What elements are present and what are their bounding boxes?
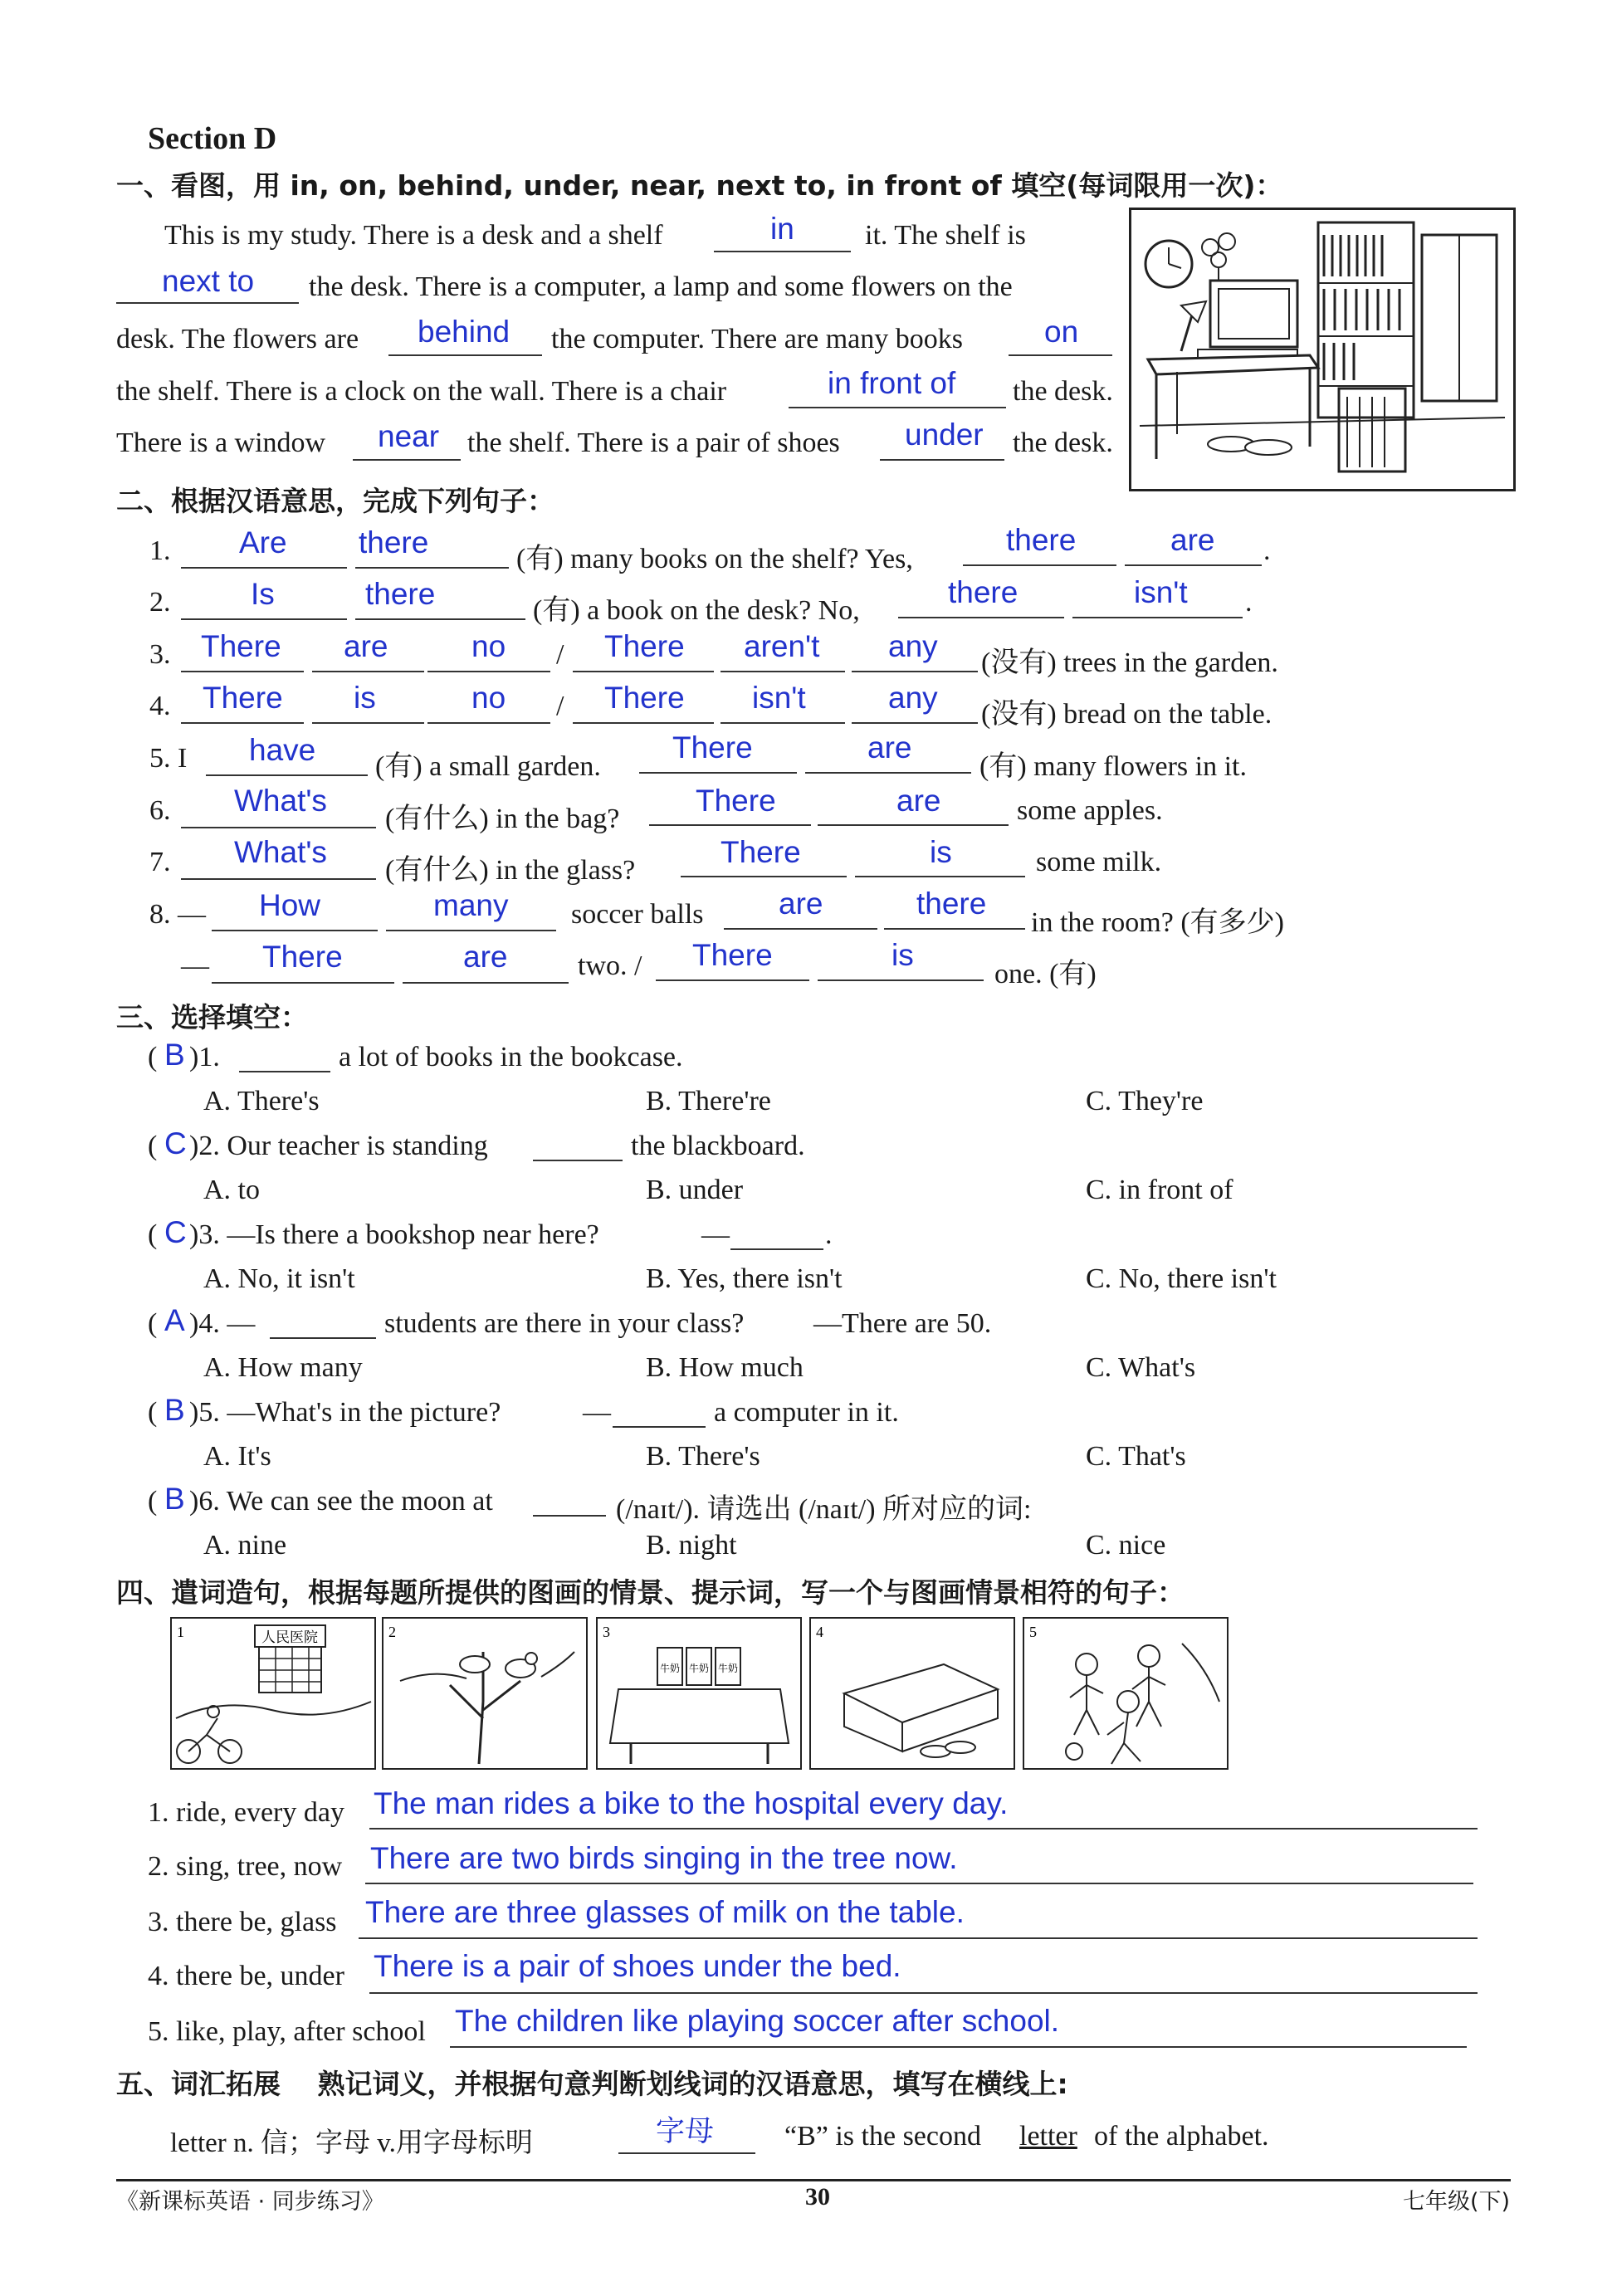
part5-sentence-b: of the alphabet. (1094, 2121, 1269, 2152)
q2-8-dash: — (181, 950, 209, 981)
q2-2-blank4[interactable] (1072, 617, 1243, 618)
q2-8-blank7[interactable] (656, 979, 809, 981)
mc6-opt-c[interactable]: C. nice (1086, 1530, 1166, 1561)
q2-8-blank6[interactable] (403, 982, 569, 984)
q2-6-text1: (有什么) in the bag? (385, 804, 620, 834)
mc4-tail: —There are 50. (813, 1308, 992, 1339)
mc6-paren: ( (148, 1486, 158, 1517)
q2-7-num: 7. (149, 847, 171, 877)
p4-answer-5: The children like playing soccer after school. (455, 2004, 1060, 2038)
part5-blank[interactable] (618, 2152, 755, 2154)
mc2-opt-c[interactable]: C. in front of (1086, 1175, 1233, 1205)
part5-heading: 五、词汇拓展 熟记词义，并根据句意判断划线词的汉语意思，填写在横线上: (116, 2068, 1068, 2100)
mc2-opt-b[interactable]: B. under (646, 1175, 744, 1205)
mc5-tail: a computer in it. (714, 1397, 899, 1428)
picture-1 (170, 1617, 376, 1770)
q2-4-blank2[interactable] (312, 722, 424, 724)
mc2-paren: ( (148, 1131, 158, 1161)
q2-3-blank3[interactable] (427, 671, 550, 672)
blank-5[interactable] (789, 407, 1006, 408)
picture-5-num: 5 (1029, 1624, 1037, 1640)
q2-5-num: 5. I (149, 743, 188, 774)
mc1-opt-a[interactable]: A. There's (203, 1086, 320, 1116)
q2-4-a3: no (471, 681, 506, 715)
q2-7-a3: is (930, 835, 952, 869)
mc1-answer: B (164, 1038, 185, 1072)
bed-shoes-icon (811, 1619, 1014, 1768)
mc1-blank[interactable] (239, 1071, 330, 1072)
q2-1-a1: Are (239, 525, 287, 559)
blank-7[interactable] (880, 459, 1004, 461)
mc4-opt-b[interactable]: B. How much (646, 1352, 804, 1383)
mc6-blank[interactable] (533, 1515, 606, 1517)
q2-4-blank1[interactable] (181, 722, 304, 724)
part1-line1a: This is my study. There is a desk and a shelf (164, 220, 663, 251)
mc1-stem: a lot of books in the bookcase. (339, 1042, 683, 1072)
p4-answer-1: The man rides a bike to the hospital every day. (374, 1786, 1009, 1820)
q2-8-blank1[interactable] (212, 930, 378, 931)
part1-line1b: it. The shelf is (865, 220, 1026, 251)
picture-4 (809, 1617, 1015, 1770)
q2-4-a1: There (203, 681, 283, 715)
mc4-answer: A (164, 1303, 185, 1337)
mc3-blank[interactable] (730, 1248, 823, 1250)
mc5-blank[interactable] (613, 1426, 706, 1428)
birds-tree-icon (383, 1619, 586, 1768)
p4-prompt-1: 1. ride, every day (148, 1797, 344, 1828)
mc6-answer: B (164, 1482, 185, 1516)
q2-4-blank6[interactable] (852, 722, 978, 724)
q2-1-blank2[interactable] (355, 567, 509, 569)
part1-heading: 一、看图，用 in, on, behind, under, near, next to, in front of 填空(每词限用一次)： (116, 169, 1283, 202)
blank-6[interactable] (353, 459, 461, 461)
q2-2-a3: there (948, 575, 1018, 609)
q2-5-text2: (有) many flowers in it. (979, 751, 1247, 782)
mc2-blank[interactable] (533, 1160, 623, 1161)
footer-book-title: 《新课标英语 · 同步练习》 (116, 2189, 384, 2215)
study-picture-icon (1131, 210, 1513, 489)
mc5-stem: — (583, 1397, 611, 1428)
q2-3-a2: are (344, 629, 388, 663)
q2-3-text1: (没有) trees in the garden. (981, 647, 1278, 678)
q2-8-blank8[interactable] (818, 979, 984, 981)
q2-4-slash: / (556, 691, 564, 721)
picture-2 (382, 1617, 588, 1770)
cup-label-1: 牛奶 (659, 1663, 681, 1674)
q2-8-a1: How (259, 888, 321, 922)
q2-4-a4: There (604, 681, 685, 715)
q2-2-blank3[interactable] (898, 617, 1064, 618)
p4-line-2[interactable] (365, 1883, 1473, 1884)
q2-7-blank3[interactable] (855, 876, 1025, 877)
q2-1-a2: there (359, 525, 429, 559)
p4-prompt-3: 3. there be, glass (148, 1907, 337, 1937)
mc4-opt-c[interactable]: C. What's (1086, 1352, 1196, 1383)
blank-2[interactable] (116, 302, 299, 304)
cup-label-2: 牛奶 (688, 1663, 710, 1674)
picture-5 (1023, 1617, 1229, 1770)
q2-6-a3: are (896, 784, 941, 818)
q2-6-blank3[interactable] (818, 824, 1009, 826)
q2-8-a5: There (262, 940, 343, 974)
q2-7-blank1[interactable] (181, 878, 376, 880)
mc5-q: )5. —What's in the picture? (189, 1397, 501, 1428)
p4-prompt-4: 4. there be, under (148, 1961, 344, 1991)
part1-line4b: the desk. (1013, 376, 1113, 407)
answer-in: in (770, 212, 794, 246)
mc3-opt-b[interactable]: B. Yes, there isn't (646, 1263, 843, 1294)
blank-1[interactable] (714, 251, 851, 252)
mc4-stem: students are there in your class? (384, 1308, 745, 1339)
part2-heading: 二、根据汉语意思，完成下列句子： (116, 485, 554, 517)
q2-6-text2: some apples. (1017, 795, 1163, 826)
q2-8-text4: one. (有) (994, 959, 1097, 989)
q2-8-text1: soccer balls (571, 899, 704, 930)
p4-answer-3: There are three glasses of milk on the table. (365, 1895, 965, 1929)
q2-3-blank6[interactable] (852, 671, 978, 672)
answer-near: near (378, 419, 440, 453)
q2-2-a4: isn't (1134, 575, 1188, 609)
cup-label-3: 牛奶 (717, 1663, 739, 1674)
q2-3-a6: any (888, 629, 938, 663)
q2-6-a1: What's (234, 784, 327, 818)
mc1-opt-b[interactable]: B. There're (646, 1086, 771, 1116)
mc3-tail: . (825, 1219, 833, 1250)
part1-line4a: the shelf. There is a clock on the wall. There is a chair (116, 376, 727, 407)
mc5-paren: ( (148, 1397, 158, 1428)
part5-sentence-a: “B” is the second (784, 2121, 981, 2152)
mc2-stem: the blackboard. (631, 1131, 805, 1161)
p4-answer-2: There are two birds singing in the tree now. (370, 1841, 958, 1875)
p4-line-5[interactable] (450, 2046, 1467, 2048)
part4-heading: 四、遣词造句，根据每题所提供的图画的情景、提示词，写一个与图画情景相符的句子： (116, 1576, 1185, 1609)
footer-page-number: 30 (805, 2183, 830, 2211)
kids-soccer-icon (1024, 1619, 1227, 1768)
q2-3-blank2[interactable] (312, 671, 424, 672)
p4-line-3[interactable] (359, 1937, 1478, 1939)
picture-4-num: 4 (816, 1624, 823, 1640)
q2-3-blank4[interactable] (573, 671, 714, 672)
q2-5-blank3[interactable] (805, 772, 971, 774)
q2-4-a5: isn't (752, 681, 806, 715)
q2-5-a2: There (672, 730, 753, 765)
q2-4-a2: is (354, 681, 376, 715)
mc3-opt-c[interactable]: C. No, there isn't (1086, 1263, 1277, 1294)
q2-7-a2: There (721, 835, 801, 869)
mc4-opt-a[interactable]: A. How many (203, 1352, 363, 1383)
mc5-opt-b[interactable]: B. There's (646, 1441, 760, 1472)
p4-answer-4: There is a pair of shoes under the bed. (374, 1949, 901, 1983)
mc1-q: )1. (189, 1042, 220, 1072)
part5-answer: 字母 (656, 2115, 715, 2148)
q2-5-a1: have (249, 733, 316, 767)
q2-8-a2: many (433, 888, 509, 922)
mc3-answer: C (164, 1215, 187, 1249)
q2-8-blank5[interactable] (212, 982, 394, 984)
picture-1-num: 1 (177, 1624, 184, 1640)
footer-rule (116, 2179, 1511, 2181)
q2-5-blank2[interactable] (639, 772, 797, 774)
p4-prompt-2: 2. sing, tree, now (148, 1851, 343, 1882)
q2-8-text2: in the room? (有多少) (1031, 907, 1284, 938)
q2-3-a1: There (201, 629, 281, 663)
study-illustration (1129, 208, 1516, 491)
p4-line-1[interactable] (369, 1828, 1478, 1829)
mc5-opt-c[interactable]: C. That's (1086, 1441, 1186, 1472)
q2-4-blank5[interactable] (721, 722, 845, 724)
part1-line5c: the desk. (1013, 427, 1113, 458)
q2-8-num: 8. — (149, 899, 206, 930)
q2-2-num: 2. (149, 587, 171, 618)
blank-4[interactable] (1009, 354, 1112, 356)
q2-1-blank4[interactable] (1125, 564, 1262, 566)
part1-line3a: desk. The flowers are (116, 324, 359, 354)
q2-3-blank5[interactable] (721, 671, 845, 672)
picture-3 (596, 1617, 802, 1770)
part3-heading: 三、选择填空： (116, 1001, 308, 1033)
q2-3-a3: no (471, 629, 506, 663)
q2-8-blank4[interactable] (884, 928, 1025, 930)
q2-2-text2: . (1245, 587, 1253, 618)
q2-6-num: 6. (149, 795, 171, 826)
answer-next-to: next to (162, 264, 255, 298)
q2-7-a1: What's (234, 835, 327, 869)
answer-in-front-of: in front of (828, 366, 956, 400)
mc2-opt-a[interactable]: A. to (203, 1175, 260, 1205)
mc6-opt-b[interactable]: B. night (646, 1530, 737, 1561)
q2-2-text1: (有) a book on the desk? No, (533, 595, 860, 626)
q2-4-num: 4. (149, 691, 171, 721)
q2-8-a6: are (463, 940, 508, 974)
part5-definition: letter n. 信；字母 v.用字母标明 (170, 2128, 533, 2158)
cyclist-hospital-icon (172, 1619, 374, 1768)
mc1-opt-c[interactable]: C. They're (1086, 1086, 1204, 1116)
answer-on: on (1044, 315, 1079, 349)
q2-5-text1: (有) a small garden. (375, 751, 601, 782)
mc3-q: )3. —Is there a bookshop near here? (189, 1219, 599, 1250)
milk-table-icon (598, 1619, 800, 1768)
mc2-answer: C (164, 1126, 187, 1160)
q2-1-text1: (有) many books on the shelf? Yes, (516, 544, 913, 574)
q2-1-num: 1. (149, 535, 171, 566)
mc4-q: )4. — (189, 1308, 256, 1339)
q2-1-blank1[interactable] (181, 567, 347, 569)
part1-line5a: There is a window (116, 427, 326, 458)
q2-2-a2: there (365, 577, 436, 611)
mc5-opt-a[interactable]: A. It's (203, 1441, 271, 1472)
picture-3-num: 3 (603, 1624, 610, 1640)
answer-under: under (905, 418, 984, 452)
q2-7-blank2[interactable] (681, 876, 847, 877)
part5-underlined-word: letter (1019, 2121, 1077, 2152)
q2-5-blank1[interactable] (206, 774, 368, 776)
q2-4-text1: (没有) bread on the table. (981, 699, 1273, 730)
q2-3-blank1[interactable] (181, 671, 304, 672)
q2-4-blank4[interactable] (573, 722, 714, 724)
q2-1-blank3[interactable] (963, 564, 1116, 566)
mc3-opt-a[interactable]: A. No, it isn't (203, 1263, 355, 1294)
p4-prompt-5: 5. like, play, after school (148, 2016, 426, 2047)
q2-8-text3: two. / (578, 950, 642, 981)
mc1-paren: ( (148, 1042, 158, 1072)
q2-1-a3: there (1006, 523, 1077, 557)
part1-line3b: the computer. There are many books (551, 324, 963, 354)
blank-3[interactable] (388, 354, 542, 356)
q2-2-blank2[interactable] (355, 618, 525, 620)
mc2-q: )2. Our teacher is standing (189, 1131, 488, 1161)
q2-1-text2: . (1263, 535, 1271, 566)
mc3-paren: ( (148, 1219, 158, 1250)
q2-3-a4: There (604, 629, 685, 663)
q2-2-a1: Is (251, 577, 275, 611)
mc6-opt-a[interactable]: A. nine (203, 1530, 287, 1561)
footer-grade: 七年级(下) (1403, 2189, 1511, 2215)
q2-6-a2: There (696, 784, 776, 818)
q2-3-slash: / (556, 639, 564, 670)
mc4-blank[interactable] (270, 1337, 376, 1339)
mc6-q: )6. We can see the moon at (189, 1486, 493, 1517)
q2-7-text2: some milk. (1036, 847, 1162, 877)
answer-behind: behind (418, 315, 510, 349)
q2-8-blank3[interactable] (724, 928, 877, 930)
part1-line5b: the shelf. There is a pair of shoes (467, 427, 840, 458)
q2-5-a3: are (867, 730, 912, 765)
p4-line-4[interactable] (369, 1992, 1478, 1994)
q2-1-a4: are (1170, 523, 1215, 557)
mc6-stem: (/naɪt/). 请选出 (/naɪt/) 所对应的词: (616, 1494, 1032, 1525)
q2-3-num: 3. (149, 639, 171, 670)
mc4-paren: ( (148, 1308, 158, 1339)
q2-4-blank3[interactable] (427, 722, 550, 724)
picture-2-num: 2 (388, 1624, 396, 1640)
q2-6-blank2[interactable] (649, 824, 811, 826)
q2-8-a4: there (916, 887, 987, 921)
mc3-stem: — (701, 1219, 730, 1250)
q2-3-a5: aren't (744, 629, 820, 663)
q2-8-blank2[interactable] (386, 930, 556, 931)
q2-8-a8: is (891, 938, 914, 972)
q2-8-a7: There (692, 938, 773, 972)
q2-8-a3: are (779, 887, 823, 921)
q2-6-blank1[interactable] (181, 827, 376, 828)
q2-2-blank1[interactable] (181, 618, 347, 620)
q2-7-text1: (有什么) in the glass? (385, 855, 636, 886)
section-title: Section D (148, 121, 277, 156)
mc5-answer: B (164, 1393, 185, 1427)
q2-4-a6: any (888, 681, 938, 715)
part1-line2b: the desk. There is a computer, a lamp and some flowers on the (309, 271, 1013, 302)
hospital-sign: 人民医院 (261, 1629, 318, 1646)
